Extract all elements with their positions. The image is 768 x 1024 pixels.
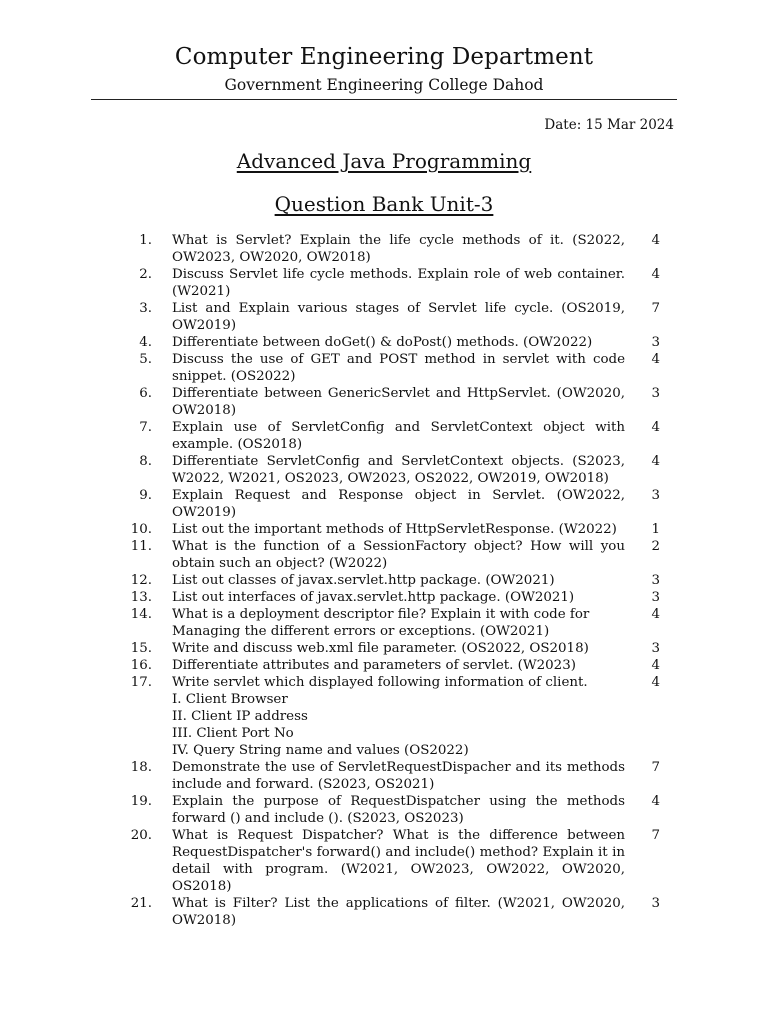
- question-item: [0, 538, 768, 572]
- document-date: Date: 15 Mar 2024: [544, 117, 674, 133]
- question-item: [0, 266, 768, 300]
- question-text-line: Explain use of ServletConfig and ServletContext object with example. (OS2018): [172, 420, 625, 452]
- question-number: 21.: [130, 896, 152, 911]
- question-text: [172, 674, 625, 759]
- question-marks: 4: [651, 658, 660, 673]
- question-text: [172, 572, 625, 589]
- question-number: 8.: [139, 454, 152, 469]
- question-text: [172, 589, 625, 606]
- question-number: 17.: [130, 675, 152, 690]
- question-marks: 3: [651, 641, 660, 656]
- question-text: [172, 419, 625, 453]
- question-item: [0, 640, 768, 657]
- question-number: 9.: [139, 488, 152, 503]
- question-marks: 3: [651, 488, 660, 503]
- question-text: [172, 334, 625, 351]
- question-number: 19.: [130, 794, 152, 809]
- question-marks: 4: [651, 607, 660, 622]
- question-list: [0, 232, 768, 929]
- question-number: 10.: [130, 522, 152, 537]
- question-text-line: I. Client Browser: [172, 692, 288, 707]
- question-marks: 4: [651, 420, 660, 435]
- question-item: [0, 453, 768, 487]
- question-text: [172, 266, 625, 300]
- question-marks: 4: [651, 675, 660, 690]
- question-number: 18.: [130, 760, 152, 775]
- question-text: [172, 793, 625, 827]
- header-divider: [91, 99, 677, 100]
- question-text: [172, 521, 625, 538]
- question-marks: 3: [651, 386, 660, 401]
- question-marks: 4: [651, 454, 660, 469]
- question-text-line: What is Filter? List the applications of filter. (W2021, OW2020, OW2018): [172, 896, 625, 928]
- question-text: [172, 657, 625, 674]
- question-marks: 3: [651, 573, 660, 588]
- question-item: [0, 385, 768, 419]
- question-number: 12.: [130, 573, 152, 588]
- question-text-line: IV. Query String name and values (OS2022): [172, 743, 469, 758]
- question-number: 1.: [139, 233, 152, 248]
- question-text: [172, 827, 625, 895]
- question-item: [0, 827, 768, 895]
- question-text-line: What is a deployment descriptor file? Explain it with code for: [172, 607, 590, 622]
- question-marks: 4: [651, 794, 660, 809]
- question-text-line: Differentiate between doGet() & doPost() methods. (OW2022): [172, 335, 593, 350]
- question-number: 6.: [139, 386, 152, 401]
- question-text-line: III. Client Port No: [172, 726, 294, 741]
- unit-title: Question Bank Unit-3: [274, 192, 494, 216]
- question-text-line: Discuss the use of GET and POST method in servlet with code snippet. (OS2022): [172, 352, 625, 384]
- question-text: [172, 759, 625, 793]
- question-item: [0, 606, 768, 640]
- question-item: [0, 759, 768, 793]
- subject-title: Advanced Java Programming: [236, 149, 532, 173]
- question-number: 11.: [130, 539, 152, 554]
- question-text-line: List out classes of javax.servlet.http package. (OW2021): [172, 573, 555, 588]
- question-text: [172, 487, 625, 521]
- question-marks: 4: [651, 267, 660, 282]
- question-text-line: Write and discuss web.xml file parameter. (OS2022, OS2018): [172, 641, 589, 656]
- question-text-line: List out interfaces of javax.servlet.http package. (OW2021): [172, 590, 575, 605]
- question-text: [172, 351, 625, 385]
- question-marks: 7: [651, 828, 660, 843]
- question-text: [172, 538, 625, 572]
- question-text: [172, 453, 625, 487]
- question-text-line: Demonstrate the use of ServletRequestDispacher and its methods include and forward. (S2023, OS2021): [172, 760, 625, 792]
- question-number: 13.: [130, 590, 152, 605]
- question-text: [172, 300, 625, 334]
- college-name: Government Engineering College Dahod: [224, 76, 544, 94]
- question-item: [0, 334, 768, 351]
- question-text-line: List and Explain various stages of Servlet life cycle. (OS2019, OW2019): [172, 301, 625, 333]
- question-text: [172, 640, 625, 657]
- question-item: [0, 895, 768, 929]
- question-item: [0, 232, 768, 266]
- department-title: Computer Engineering Department: [174, 44, 594, 70]
- question-number: 20.: [130, 828, 152, 843]
- question-number: 16.: [130, 658, 152, 673]
- question-text-line: Explain the purpose of RequestDispatcher using the methods forward () and include (). (S2023, OS2023): [172, 794, 625, 826]
- question-marks: 7: [651, 760, 660, 775]
- question-text-line: II. Client IP address: [172, 709, 308, 724]
- question-text-line: Differentiate between GenericServlet and HttpServlet. (OW2020, OW2018): [172, 386, 625, 418]
- question-item: [0, 572, 768, 589]
- question-text-line: What is Servlet? Explain the life cycle methods of it. (S2022, OW2023, OW2020, OW2018): [172, 233, 625, 265]
- question-text: [172, 385, 625, 419]
- question-number: 15.: [130, 641, 152, 656]
- question-text-line: Managing the different errors or exceptions. (OW2021): [172, 624, 550, 639]
- question-marks: 4: [651, 352, 660, 367]
- question-marks: 1: [651, 522, 660, 537]
- question-text-line: What is Request Dispatcher? What is the difference between RequestDispatcher's forward() and include() method? Explain it in detail with program. (W2021, OW2023, OW2022, OW2020, OS2018): [172, 828, 625, 894]
- question-number: 2.: [139, 267, 152, 282]
- question-marks: 3: [651, 896, 660, 911]
- question-item: [0, 487, 768, 521]
- question-number: 14.: [130, 607, 152, 622]
- question-marks: 3: [651, 335, 660, 350]
- question-text-line: Write servlet which displayed following information of client.: [172, 675, 588, 690]
- question-text-line: List out the important methods of HttpServletResponse. (W2022): [172, 522, 617, 537]
- question-item: [0, 793, 768, 827]
- question-number: 4.: [139, 335, 152, 350]
- question-marks: 2: [651, 539, 660, 554]
- question-text-line: Differentiate attributes and parameters of servlet. (W2023): [172, 658, 576, 673]
- question-number: 5.: [139, 352, 152, 367]
- question-text: [172, 895, 625, 929]
- question-item: [0, 589, 768, 606]
- question-item: [0, 419, 768, 453]
- question-text-line: Discuss Servlet life cycle methods. Explain role of web container. (W2021): [172, 267, 625, 299]
- question-number: 3.: [139, 301, 152, 316]
- question-item: [0, 674, 768, 759]
- question-text-line: What is the function of a SessionFactory object? How will you obtain such an object? (W2022): [172, 539, 625, 571]
- question-text-line: Explain Request and Response object in Servlet. (OW2022, OW2019): [172, 488, 625, 520]
- question-text: [172, 606, 625, 640]
- question-item: [0, 521, 768, 538]
- question-marks: 7: [651, 301, 660, 316]
- question-item: [0, 300, 768, 334]
- question-item: [0, 351, 768, 385]
- question-text: [172, 232, 625, 266]
- question-text-line: Differentiate ServletConfig and ServletContext objects. (S2023, W2022, W2021, OS2023, OW2023, OS2022, OW2019, OW2018): [172, 454, 625, 486]
- question-marks: 4: [651, 233, 660, 248]
- question-item: [0, 657, 768, 674]
- question-number: 7.: [139, 420, 152, 435]
- question-marks: 3: [651, 590, 660, 605]
